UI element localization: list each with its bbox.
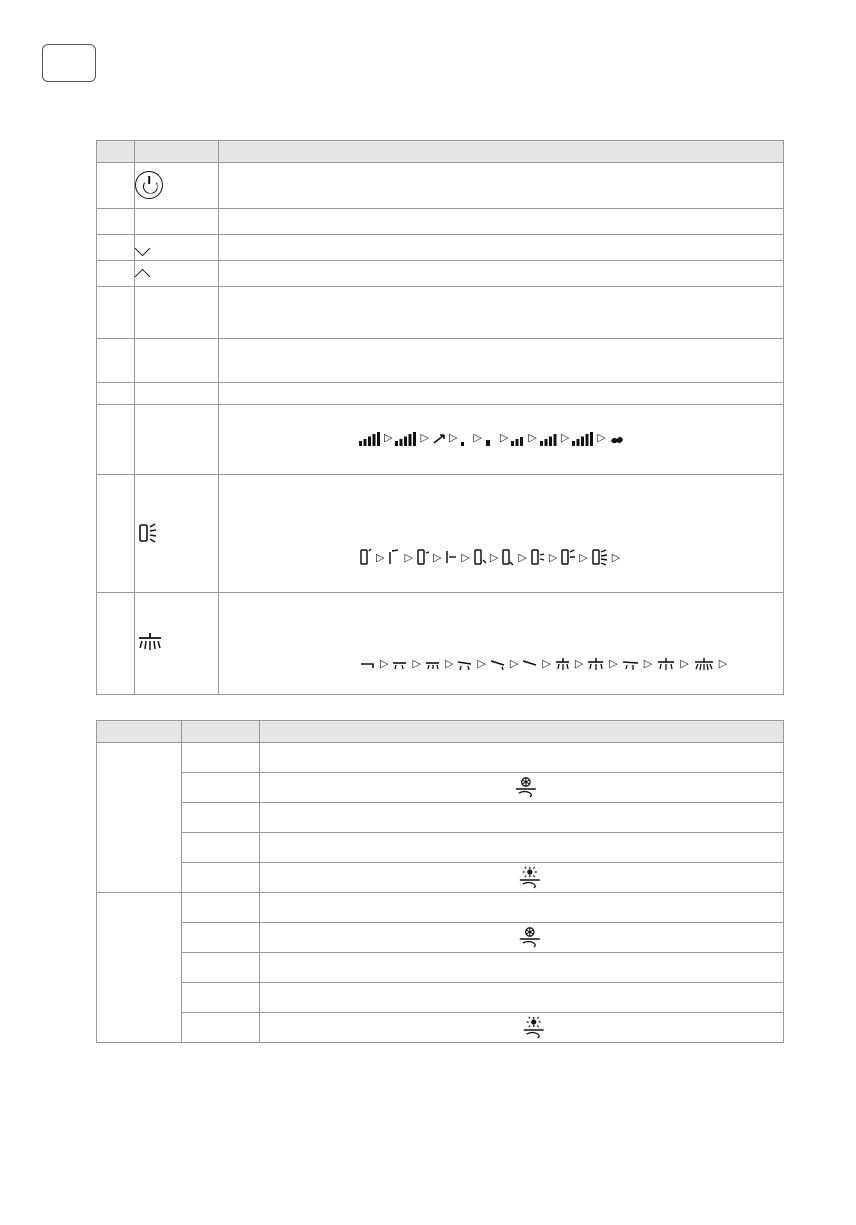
header-icon (135, 141, 219, 163)
power-icon-glyph (135, 171, 163, 199)
table-row (97, 235, 784, 261)
arrow-icon: ▷ (574, 657, 584, 670)
airflow-sun-icon (520, 1015, 546, 1041)
table-row (97, 405, 784, 475)
arrow-icon: ▷ (542, 657, 551, 670)
header-mode (97, 721, 182, 743)
bars-4-icon (395, 432, 417, 446)
chevron-down-icon-glyph (135, 242, 151, 251)
diff-6-icon (521, 656, 539, 672)
arrow-icon: ▷ (597, 431, 606, 444)
row-description (219, 261, 784, 287)
diffuse-sequence-cell (219, 593, 784, 695)
auto-mode-icon (609, 432, 625, 446)
chevron-up-icon (135, 261, 219, 287)
description-cell (260, 863, 784, 893)
row-description (219, 339, 784, 383)
wind-speed-icon (135, 475, 219, 593)
auto-arrow-icon (432, 432, 446, 446)
table-header-row (97, 141, 784, 163)
row-description (219, 287, 784, 339)
row-number (97, 405, 135, 475)
airflow-mode-table (96, 720, 784, 1043)
row-number (97, 593, 135, 695)
table-row (97, 339, 784, 383)
arrow-icon: ▷ (489, 551, 499, 564)
airflow-fan-icon (512, 775, 538, 801)
table-row (97, 893, 784, 923)
airflow-fan-icon (516, 925, 542, 951)
diff-3-icon (424, 656, 442, 672)
wind-speed-icon-glyph (135, 520, 161, 546)
diffuser-icon (135, 593, 219, 695)
arrow-icon: ▷ (509, 657, 519, 670)
vane-5-icon (473, 548, 487, 566)
row-icon (135, 339, 219, 383)
arrow-icon: ▷ (680, 657, 689, 670)
arrow-icon: ▷ (518, 551, 527, 564)
description-cell (260, 953, 784, 983)
table-row (97, 833, 784, 863)
arrow-icon: ▷ (412, 657, 421, 670)
header-number (97, 141, 135, 163)
table-row (97, 953, 784, 983)
chevron-down-icon (135, 235, 219, 261)
arrow-icon: ▷ (384, 431, 393, 444)
table-row (97, 261, 784, 287)
setting-cell (182, 983, 260, 1013)
row-icon (135, 287, 219, 339)
row-number (97, 261, 135, 287)
description-cell (260, 773, 784, 803)
control-panel-table (96, 140, 784, 695)
row-number (97, 383, 135, 405)
arrow-icon: ▷ (548, 551, 558, 564)
chevron-up-icon-glyph (135, 268, 151, 277)
diff-4-icon (456, 656, 474, 672)
table-row (97, 163, 784, 209)
row-description (219, 383, 784, 405)
table-row (97, 803, 784, 833)
row-number (97, 475, 135, 593)
row-icon (135, 209, 219, 235)
description-cell (260, 923, 784, 953)
arrow-icon: ▷ (499, 431, 509, 444)
diff-2-icon (391, 656, 409, 672)
table-row (97, 983, 784, 1013)
setting-cell (182, 893, 260, 923)
arrow-icon: ▷ (461, 551, 470, 564)
diff-9-icon (621, 656, 641, 672)
row-number (97, 235, 135, 261)
description-cell (260, 743, 784, 773)
vane-9-icon (591, 548, 609, 566)
vane-6-icon (501, 548, 515, 566)
bars-3-icon (540, 432, 558, 446)
table-row (97, 209, 784, 235)
row-description (219, 163, 784, 209)
arrow-icon: ▷ (560, 431, 570, 444)
header-setting (182, 721, 260, 743)
table-row (97, 383, 784, 405)
diff-8-icon (586, 656, 606, 672)
description-cell (260, 803, 784, 833)
arrow-icon: ▷ (444, 657, 454, 670)
description-cell (260, 893, 784, 923)
vane-1-icon (359, 548, 373, 566)
arrow-icon: ▷ (473, 431, 482, 444)
arrow-icon: ▷ (380, 657, 389, 670)
bars-2-icon (511, 432, 525, 446)
power-icon (135, 163, 219, 209)
bars-1-icon (485, 432, 497, 446)
diff-10-icon (655, 656, 677, 672)
table-row (97, 287, 784, 339)
fan-speed-sequence (219, 428, 783, 452)
setting-cell (182, 1013, 260, 1043)
description-cell (260, 1013, 784, 1043)
diffuser-icon-glyph (135, 631, 165, 655)
table-row (97, 863, 784, 893)
diff-7-icon (554, 656, 572, 672)
arrow-icon: ▷ (432, 551, 442, 564)
bar-dot-icon (460, 432, 470, 446)
arrow-icon: ▷ (579, 551, 588, 564)
diff-11-icon (692, 656, 716, 672)
table-row (97, 593, 784, 695)
row-icon (135, 405, 219, 475)
table-row (97, 475, 784, 593)
arrow-icon: ▷ (611, 551, 621, 564)
setting-cell (182, 863, 260, 893)
swing-sequence (219, 496, 783, 572)
row-number (97, 163, 135, 209)
setting-cell (182, 803, 260, 833)
row-description (219, 209, 784, 235)
group-label (97, 743, 182, 893)
fan-speed-sequence-cell (219, 405, 784, 475)
arrow-icon: ▷ (448, 431, 458, 444)
group-label (97, 893, 182, 1043)
table-row (97, 1013, 784, 1043)
table-row (97, 773, 784, 803)
table-row (97, 923, 784, 953)
bars-4-icon (572, 432, 594, 446)
vane-3-icon (416, 548, 430, 566)
header-description (219, 141, 784, 163)
arrow-icon: ▷ (477, 657, 486, 670)
description-cell (260, 833, 784, 863)
setting-cell (182, 773, 260, 803)
row-description (219, 235, 784, 261)
bars-4-icon (359, 432, 381, 446)
diff-5-icon (489, 656, 507, 672)
setting-cell (182, 743, 260, 773)
description-cell (260, 983, 784, 1013)
arrow-icon: ▷ (643, 657, 653, 670)
arrow-icon: ▷ (528, 431, 537, 444)
arrow-icon: ▷ (609, 657, 618, 670)
swing-sequence-cell (219, 475, 784, 593)
airflow-sun-icon (516, 865, 542, 891)
diffuse-sequence (219, 610, 783, 678)
vane-2-icon (387, 548, 401, 566)
arrow-icon: ▷ (420, 431, 429, 444)
row-number (97, 339, 135, 383)
arrow-icon: ▷ (404, 551, 413, 564)
setting-cell (182, 833, 260, 863)
header-description (260, 721, 784, 743)
diff-1-icon (359, 656, 377, 672)
arrow-icon: ▷ (718, 657, 728, 670)
setting-cell (182, 953, 260, 983)
row-number (97, 209, 135, 235)
row-number (97, 287, 135, 339)
vane-4-icon (444, 548, 458, 566)
table-row (97, 743, 784, 773)
arrow-icon: ▷ (376, 551, 385, 564)
vane-8-icon (560, 548, 576, 566)
table-header-row (97, 721, 784, 743)
setting-cell (182, 923, 260, 953)
row-icon (135, 383, 219, 405)
vane-7-icon (530, 548, 546, 566)
page-corner-marker (42, 44, 96, 82)
